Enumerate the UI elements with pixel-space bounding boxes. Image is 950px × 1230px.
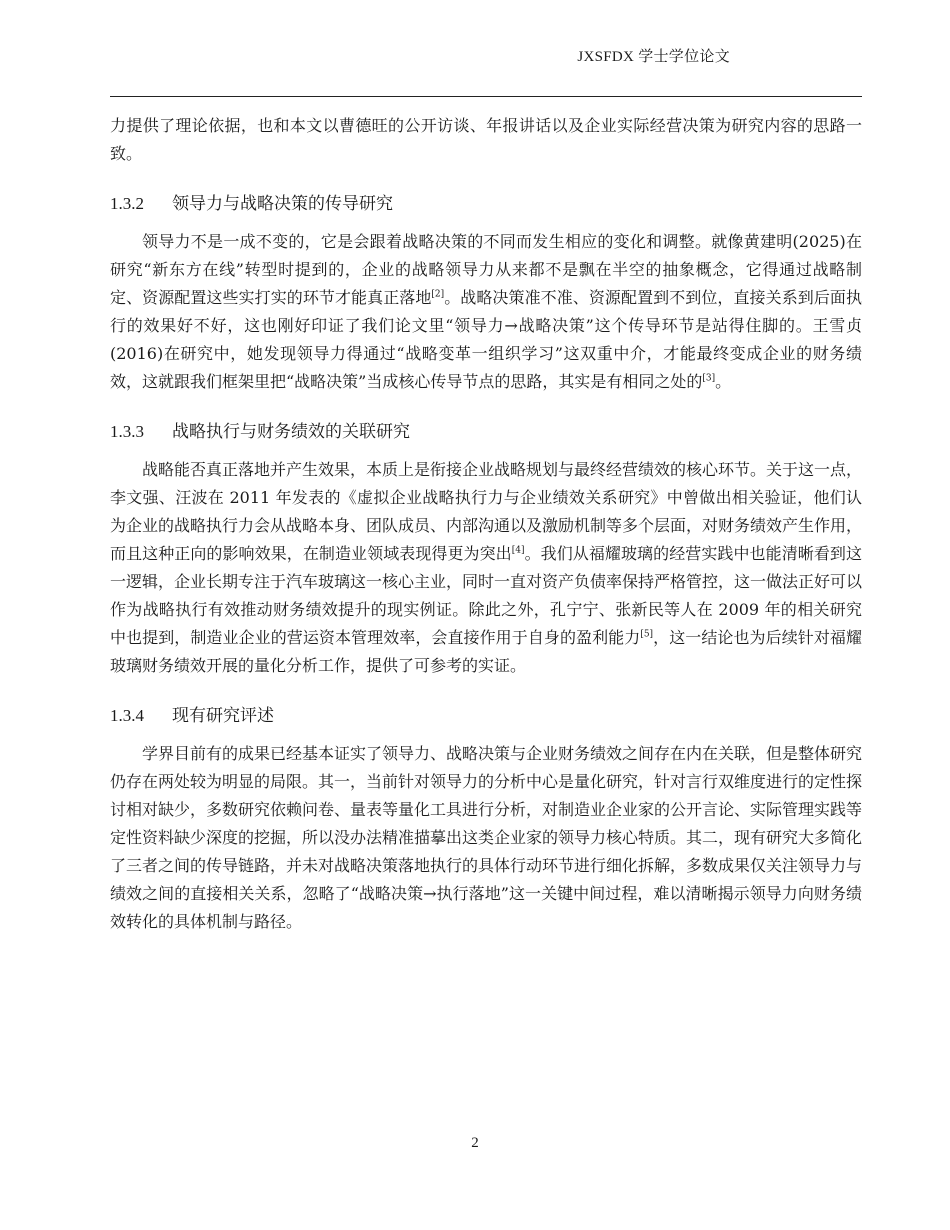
page-number: 2 — [471, 1135, 479, 1151]
section-heading-1-3-2 — [110, 190, 862, 218]
paragraph-text: 。我们从福耀玻璃的经营实践中也能清晰看到这一逻辑，企业长期专注于汽车玻璃这一核心主业，同时一直对资产负债率保持严格管控，这一做法正好可以作为战略执行有效推动财务绩效提升的现实例证。除此之外，孔宁宁、张新民等人在 2009 年的相关研究中也提到，制造业企业的营运资本管理效率，会直接作用于自身的盈利能力 — [110, 544, 863, 647]
citation-ref: [3] — [702, 373, 716, 384]
citation-ref: [4] — [511, 545, 525, 556]
paragraph-text: 。战略决策准不准、资源配置到不到位，直接关系到后面执行的效果好不好，这也刚好印证了我们论文里“领导力→战略决策”这个传导环节是站得住脚的。王雪贞(2016)在研究中，她发现领导力得通过“战略变革一组织学习”这双重中介，才能最终变成企业的财务绩效，这就跟我们框架里把“战略决策”当成核心传导节点的思路，其实是有相同之处的 — [110, 288, 862, 391]
paragraph-text: 战略能否真正落地并产生效果，本质上是衔接企业战略规划与最终经营绩效的核心环节。关于这一点，李文强、汪波在 2011 年发表的《虚拟企业战略执行力与企业绩效关系研究》中曾做出相关验证，他们认为企业的战略执行力会从战略本身、团队成员、内部沟通以及激励机制等多个层面，对财务绩效产生作用，而且这种正向的影响效果，在制造业领域表现得更为突出 — [110, 460, 863, 563]
paragraph-text: ，这一结论也为后续针对福耀玻璃财务绩效开展的量化分析工作，提供了可参考的实证。 — [110, 628, 862, 675]
paragraph-leadership-strategy — [110, 228, 862, 396]
section-number: 1.3.4 — [110, 706, 144, 725]
page-header — [110, 46, 862, 98]
citation-ref: [5] — [640, 629, 654, 640]
section-title: 领导力与战略决策的传导研究 — [172, 194, 393, 214]
header-title: JXSFDX 学士学位论文 — [577, 49, 730, 65]
section-heading-1-3-3 — [110, 418, 862, 446]
paragraph-continuation: 力提供了理论依据，也和本文以曹德旺的公开访谈、年报讲话以及企业实际经营决策为研究内容的思路一致。 — [110, 116, 862, 163]
paragraph-research-review: 学界目前有的成果已经基本证实了领导力、战略决策与企业财务绩效之间存在内在关联，但是整体研究仍存在两处较为明显的局限。其一，当前针对领导力的分析中心是量化研究，针对言行双维度进行的定性探讨相对缺少，多数研究依赖问卷、量表等量化工具进行分析，对制造业企业家的公开言论、实际管理实践等定性资料缺少深度的挖掘，所以没办法精准描摹出这类企业家的领导力核心特质。其二，现有研究大多简化了三者之间的传导链路，并未对战略决策落地执行的具体行动环节进行细化拆解，多数成果仅关注领导力与绩效之间的直接相关关系，忽略了“战略决策→执行落地”这一关键中间过程，难以清晰揭示领导力向财务绩效转化的具体机制与路径。 — [110, 744, 863, 931]
section-title: 现有研究评述 — [172, 706, 274, 726]
paragraph-execution-performance — [110, 456, 862, 680]
paragraph-text: 领导力不是一成不变的，它是会跟着战略决策的不同而发生相应的变化和调整。就像黄建明(2025)在研究“新东方在线”转型时提到的，企业的战略领导力从来都不是飘在半空的抽象概念，它得通过战略制定、资源配置这些实打实的环节才能真正落地 — [110, 232, 862, 307]
header-rule — [110, 96, 862, 97]
section-number: 1.3.2 — [110, 194, 144, 213]
paragraph-text: 。 — [715, 372, 732, 391]
section-title: 战略执行与财务绩效的关联研究 — [172, 422, 410, 442]
section-number: 1.3.3 — [110, 422, 144, 441]
citation-ref: [2] — [431, 289, 445, 300]
document-body — [110, 112, 862, 936]
section-heading-1-3-4 — [110, 702, 862, 730]
